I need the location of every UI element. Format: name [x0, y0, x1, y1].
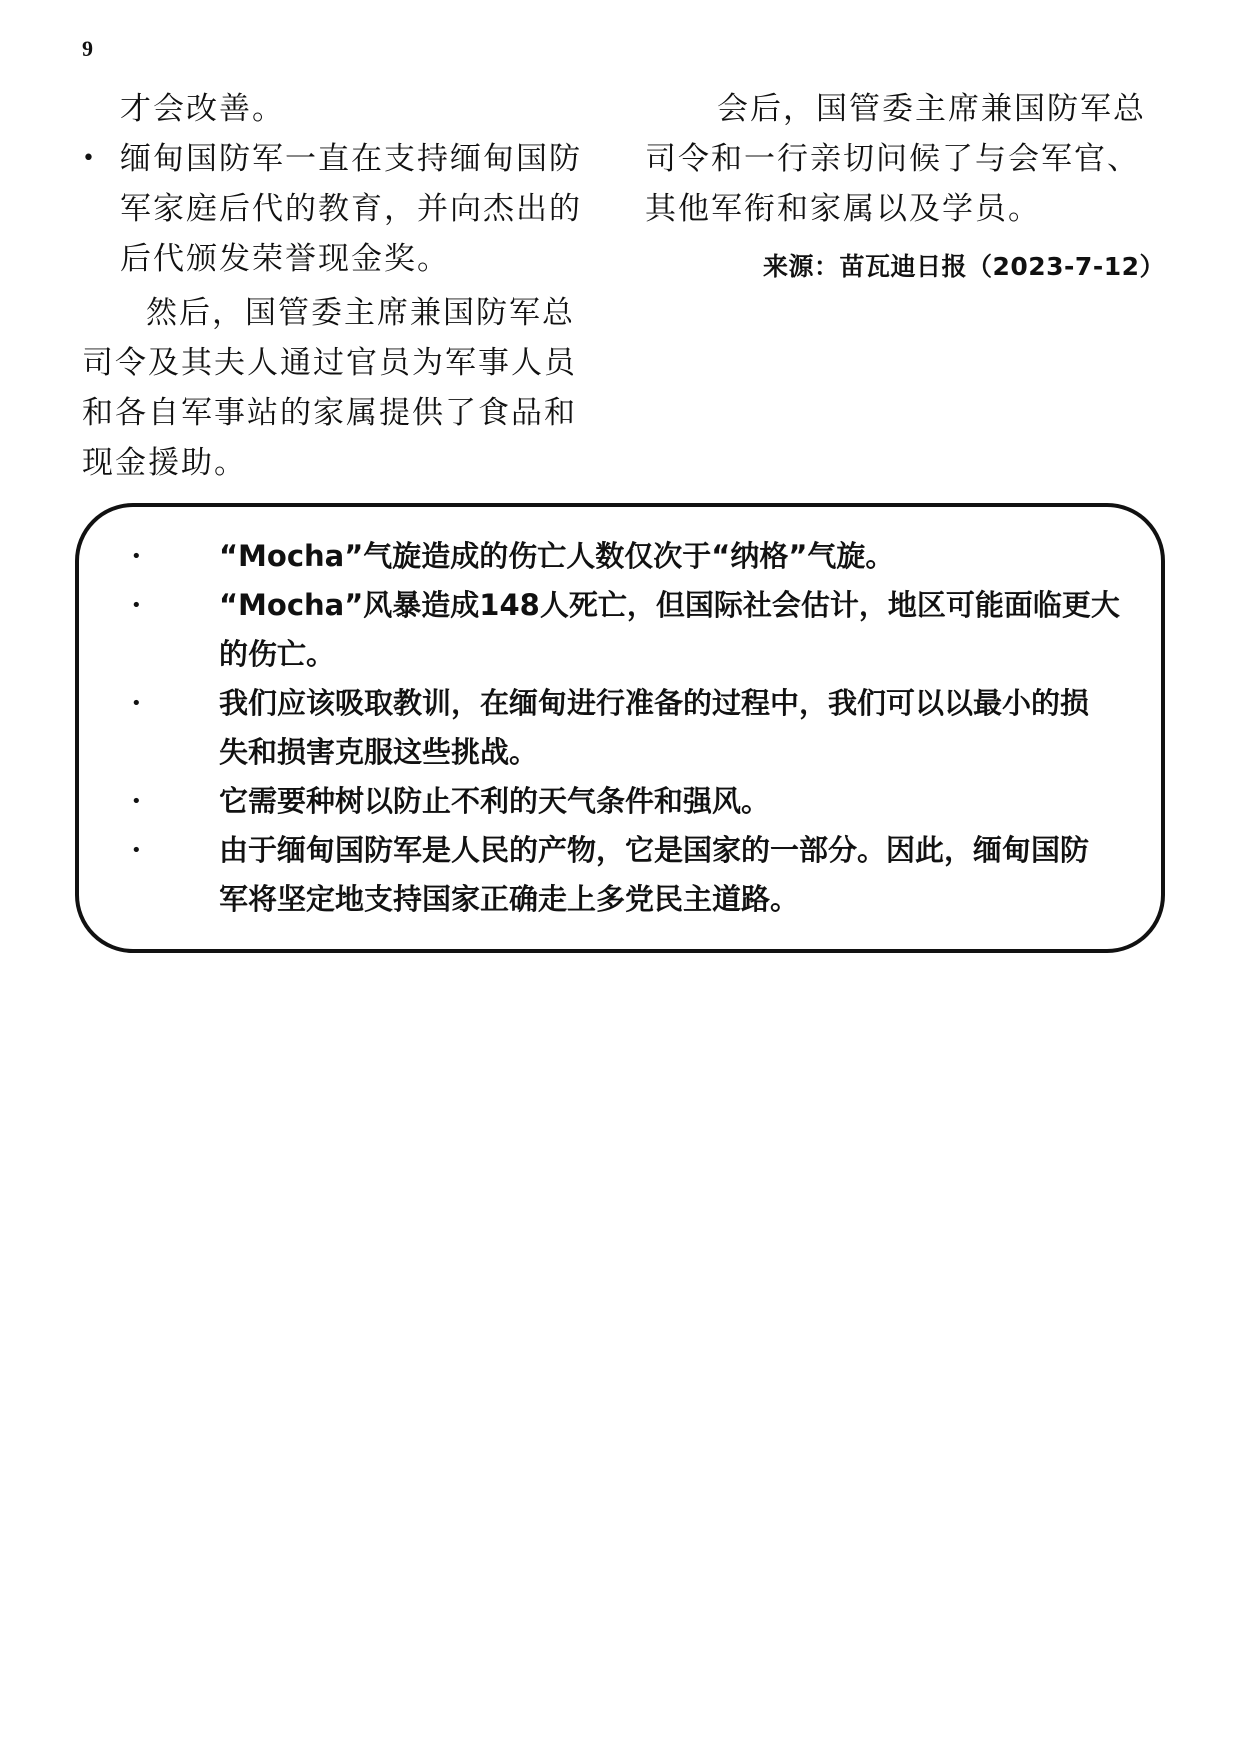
paragraph-line: 和各自军事站的家属提供了食品和: [82, 395, 577, 431]
bullet-icon: •: [131, 595, 142, 616]
highlight-item: [131, 679, 1141, 777]
bullet-icon: •: [131, 791, 142, 812]
bullet-line: 军家庭后代的教育，并向杰出的: [120, 191, 582, 227]
paragraph-line: 其他军衔和家属以及学员。: [645, 191, 1041, 227]
page-number: 9: [82, 36, 93, 61]
bullet-icon: •: [131, 693, 142, 714]
highlight-line: 失和损害克服这些挑战。: [219, 735, 539, 769]
highlight-line: 的伤亡。: [219, 637, 336, 671]
highlight-line: “Mocha”气旋造成的伤亡人数仅次于“纳格”气旋。: [219, 539, 895, 573]
left-column: [82, 84, 607, 488]
highlight-line: 它需要种树以防止不利的天气条件和强风。: [219, 784, 771, 818]
highlight-item: [131, 581, 1141, 679]
bullet-line: 后代颁发荣誉现金奖。: [120, 241, 450, 277]
paragraph-line: 然后，国管委主席兼国防军总: [146, 295, 575, 331]
paragraph: [645, 84, 1175, 234]
highlight-line: 军将坚定地支持国家正确走上多党民主道路。: [219, 882, 800, 916]
bullet-icon: •: [131, 840, 142, 861]
highlight-item: [131, 777, 1141, 826]
highlight-item: [131, 826, 1141, 924]
paragraph-line: 司令及其夫人通过官员为军事人员: [82, 345, 577, 381]
highlight-line: 我们应该吸取教训，在缅甸进行准备的过程中，我们可以以最小的损: [219, 686, 1090, 720]
paragraph-line: 会后，国管委主席兼国防军总: [717, 91, 1146, 127]
highlight-line: “Mocha”风暴造成148人死亡，但国际社会估计，地区可能面临更大: [219, 588, 1120, 622]
paragraph-line: 司令和一行亲切问候了与会军官、: [645, 141, 1140, 177]
source-citation: 来源：苗瓦迪日报（2023-7-12）: [762, 252, 1165, 281]
bullet-item: [82, 134, 607, 284]
highlight-list: [131, 532, 1141, 924]
highlight-box: [75, 503, 1165, 953]
highlight-item: [131, 532, 1141, 581]
carryover-text: 才会改善。: [120, 91, 285, 127]
highlight-line: 由于缅甸国防军是人民的产物，它是国家的一部分。因此，缅甸国防: [219, 833, 1090, 867]
bullet-line: 缅甸国防军一直在支持缅甸国防: [120, 141, 582, 177]
bullet-icon: •: [131, 546, 142, 567]
right-column: [645, 84, 1175, 292]
paragraph-line: 现金援助。: [82, 445, 247, 481]
bullet-icon: •: [82, 146, 97, 171]
paragraph: [82, 288, 607, 488]
